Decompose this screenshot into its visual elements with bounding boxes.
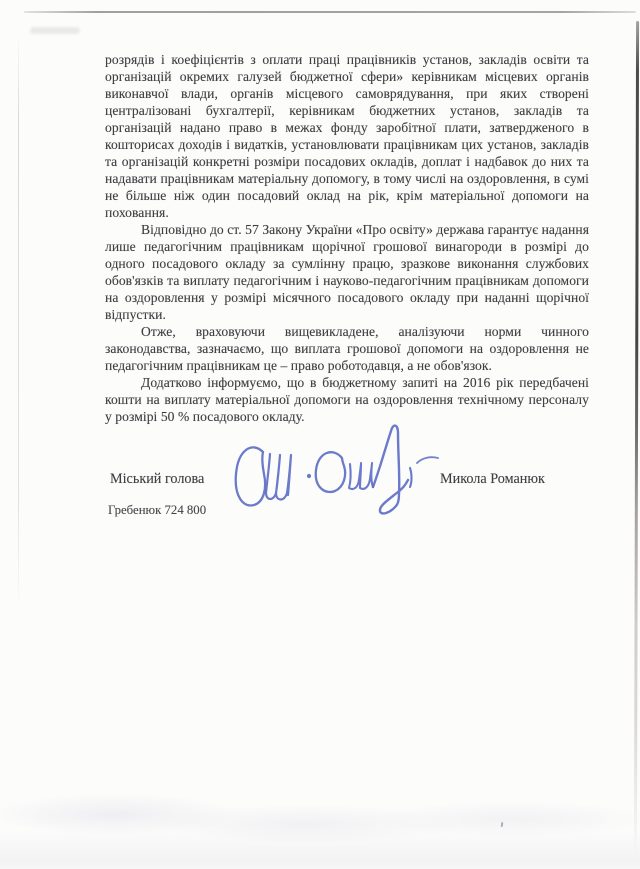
signature-block (0, 471, 640, 491)
body-paragraph-4: Додатково інформуємо, що в бюджетному запиті на 2016 рік передбачені кошти на виплату матеріальної допомоги на оздоровлення технічному персоналу у розмірі 50 % посадового окладу. (105, 375, 589, 424)
scan-smudge (30, 27, 80, 34)
scan-bleedthrough (0, 770, 640, 869)
body-paragraph-2: Відповідно до ст. 57 Закону України «Про освіту» держава гарантує надання лише педагогічним працівникам щорічної грошової винагороди в розмірі до одного посадового окладу за сумлінну працю, зразкове виконання службових обов'язків та виплату педагогічним і науково-педагогічним працівникам допомоги на оздоровлення у розмірі місячного посадового окладу при наданні щорічної відпустки. (105, 222, 590, 322)
scan-right-edge-line (634, 21, 639, 859)
signature-stroke (417, 457, 438, 463)
document-body (105, 51, 589, 425)
scan-top-edge-line (24, 11, 636, 13)
body-paragraph-3: Отже, враховуючи вищевикладене, аналізуючи норми чинного законодавства, зазначаємо, що виплата грошової допомоги на оздоровлення не педагогічним працівникам це – право роботодавця, а не обов'язок. (105, 324, 589, 373)
scan-left-edge-line (18, 32, 19, 612)
executor-contact: Гребенюк 724 800 (108, 503, 207, 517)
signer-name: Микола Романюк (440, 471, 545, 487)
body-paragraph-1: розрядів і коефіцієнтів з оплати праці працівників установ, закладів освіти та організацій окремих галузей бюджетної сфери» керівникам місцевих органів виконавчої влади, органів місцевого самоврядування, при яких створені централізовані бухгалтерії, керівникам бюджетних установ, закладів та організацій надано право в межах фонду заробітної плати, затвердженого в кошторисах доходів і видатків, установлювати працівникам цих установ, закладів та організацій конкретні розміри посадових окладів, доплат і надбавок до них та надавати працівникам матеріальну допомогу, в тому числі на оздоровлення, в сумі не більше ніж один посадовий оклад на рік, крім матеріальної допомоги на поховання. (105, 52, 589, 220)
signer-title: Міський голова (110, 471, 205, 487)
signature-stroke (373, 426, 408, 514)
